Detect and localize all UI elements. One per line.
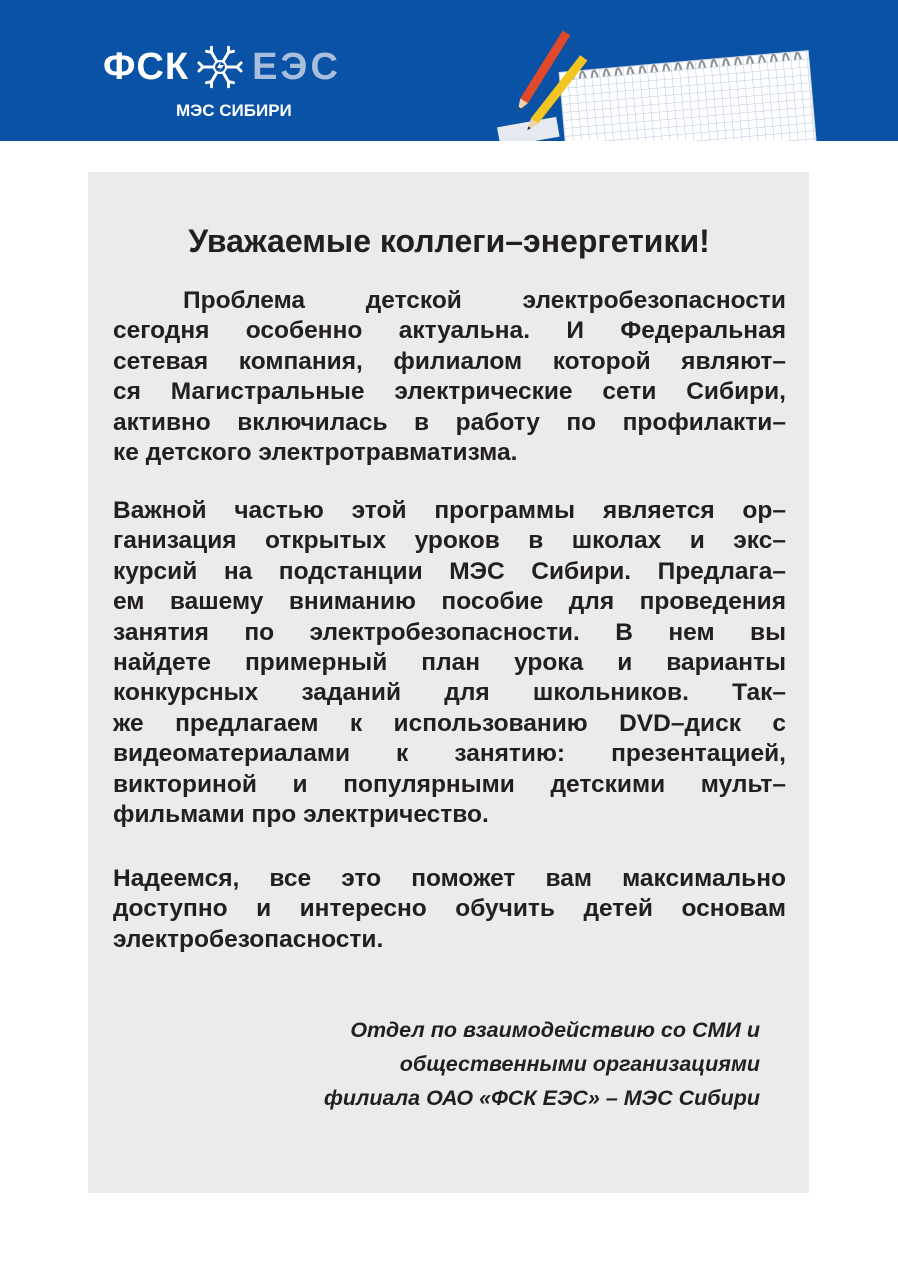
signature-line: Отдел по взаимодействию со СМИ и [350,1018,760,1042]
text-line: Надеемся, все это поможет вам максимально [113,865,786,892]
company-logo [103,42,341,92]
text-line: курсий на подстанции МЭС Сибири. Предлага– [113,557,786,585]
text-line: Проблема детской электробезопасности [183,287,786,314]
signature-line: филиала ОАО «ФСК ЕЭС» – МЭС Сибири [323,1086,760,1110]
logo-subtitle: МЭС СИБИРИ [176,101,292,120]
text-line: сегодня особенно актуальна. И Федеральная [113,317,786,345]
text-line: же предлагаем к использованию DVD–диск с [113,709,786,737]
snowflake-emblem-icon [191,42,249,92]
text-line: доступно и интересно обучить детей основам [113,895,786,923]
notebook-pencils-illustration [490,30,830,141]
signature-block [324,1013,760,1115]
paragraph-3 [113,864,786,955]
text-line: активно включилась в работу по профилакти– [113,408,786,436]
logo-text-ees: ЕЭС [252,46,341,88]
letter-title: Уважаемые коллеги–энергетики! [188,223,710,259]
text-line: Важной частью этой программы является ор– [113,497,786,524]
text-line: видеоматериалами к занятию: презентацией, [113,740,786,768]
header-banner [0,0,898,141]
text-line: ке детского электротравматизма. [113,438,518,466]
text-line: конкурсных заданий для школьников. Так– [113,679,786,707]
text-line: фильмами про электричество. [113,800,489,828]
text-line: ганизация открытых уроков в школах и экс– [113,527,786,555]
text-line: ся Магистральные электрические сети Сибири, [113,378,786,406]
text-line: сетевая компания, филиалом которой являют– [113,347,786,375]
text-line: электробезопасности. [113,925,384,953]
signature-line: общественными организациями [399,1052,760,1076]
paragraph-2 [113,496,786,830]
text-line: найдете примерный план урока и варианты [113,648,786,676]
text-line: ем вашему вниманию пособие для проведения [113,588,786,616]
text-line: занятия по электробезопасности. В нем вы [113,618,786,646]
paragraph-1 [113,286,786,468]
text-line: викториной и популярными детскими мульт– [113,770,786,798]
logo-text-fsk: ФСК [103,46,190,88]
